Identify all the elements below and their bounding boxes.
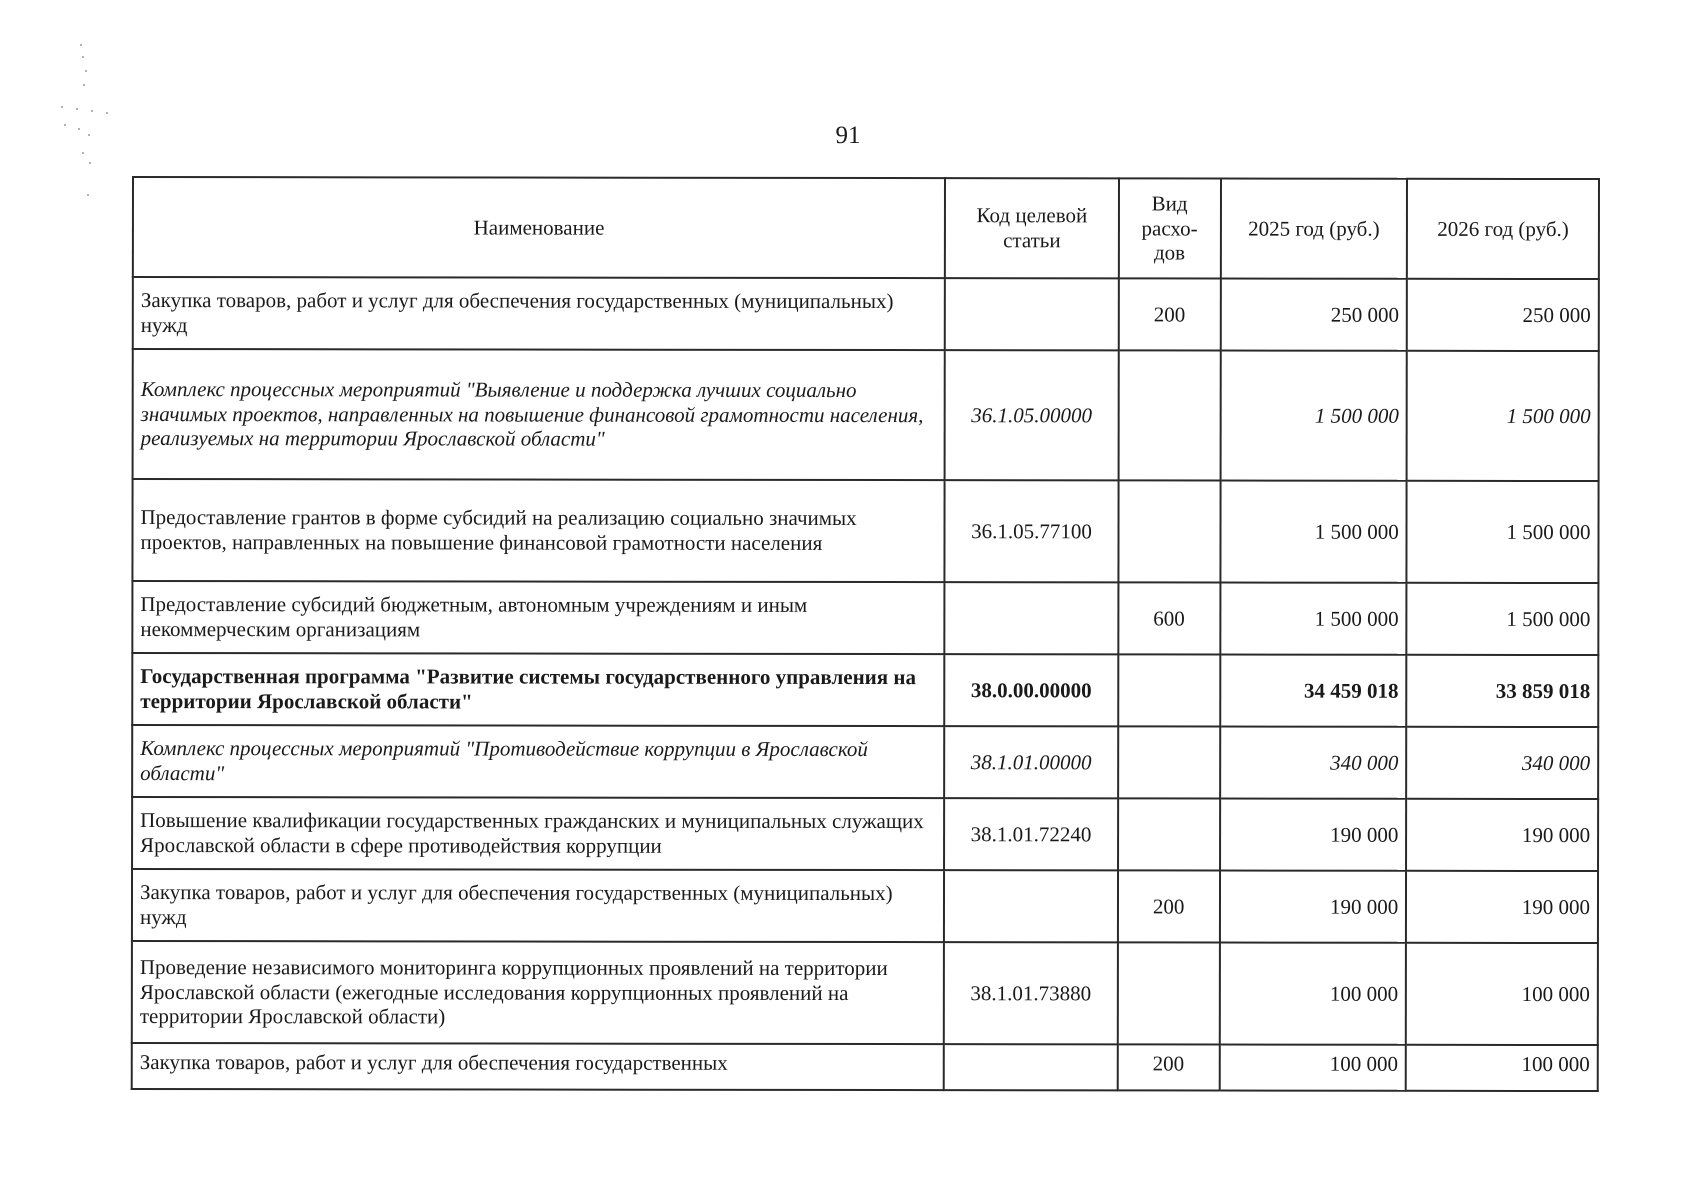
- row-name: Закупка товаров, работ и услуг для обеспечения государственных (муниципальных) нужд: [133, 277, 945, 350]
- row-2026: 100 000: [1406, 1045, 1598, 1091]
- row-2025: 100 000: [1219, 943, 1406, 1045]
- row-code: [945, 582, 1119, 654]
- row-kind: 200: [1117, 1044, 1219, 1090]
- row-name: Государственная программа "Развитие системы государственного управления на территории Ярославской области": [132, 653, 944, 726]
- row-code: [944, 870, 1118, 942]
- row-kind: 200: [1118, 870, 1220, 942]
- row-2025: 340 000: [1220, 727, 1407, 799]
- header-row: [133, 177, 1599, 279]
- table-row: [132, 1043, 1598, 1091]
- row-2025: 1 500 000: [1220, 583, 1407, 655]
- row-2026: 100 000: [1406, 943, 1598, 1045]
- row-kind: [1118, 726, 1220, 798]
- row-kind: 200: [1118, 278, 1220, 350]
- table-row: [133, 277, 1599, 351]
- header-name: Наименование: [133, 177, 945, 278]
- row-2025: 1 500 000: [1220, 351, 1407, 481]
- row-kind: [1118, 654, 1220, 726]
- table-row: [132, 653, 1598, 727]
- table-row: [132, 797, 1598, 871]
- row-kind: [1118, 942, 1220, 1044]
- row-name: Закупка товаров, работ и услуг для обеспечения государственных (муниципальных) нужд: [132, 869, 944, 942]
- row-kind: 600: [1118, 582, 1220, 654]
- row-2026: 190 000: [1406, 871, 1598, 943]
- row-name: Комплекс процессных мероприятий "Противодействие коррупции в Ярославской области": [132, 725, 944, 798]
- row-kind: [1118, 350, 1220, 480]
- row-2026: 250 000: [1407, 279, 1599, 351]
- row-2025: 190 000: [1220, 871, 1407, 943]
- row-code: 38.0.00.00000: [944, 654, 1118, 726]
- header-kind: Вид расхо-дов: [1119, 178, 1221, 278]
- row-code: 38.1.01.72240: [944, 798, 1118, 870]
- table-row: [132, 941, 1598, 1045]
- row-2025: 100 000: [1219, 1045, 1406, 1091]
- row-code: [944, 1044, 1118, 1090]
- row-kind: [1118, 480, 1220, 582]
- row-2026: 340 000: [1406, 727, 1598, 799]
- row-code: 36.1.05.00000: [945, 350, 1119, 480]
- row-name: Предоставление субсидий бюджетным, автономным учреждениям и иным некоммерческим организациям: [132, 581, 944, 654]
- row-name: Повышение квалификации государственных гражданских и муниципальных служащих Ярославской области в сфере противодействия коррупции: [132, 797, 944, 870]
- row-kind: [1118, 798, 1220, 870]
- header-2025: 2025 год (руб.): [1220, 179, 1407, 279]
- table-row: [132, 725, 1598, 799]
- row-code: 38.1.01.73880: [944, 942, 1118, 1044]
- row-2026: 1 500 000: [1407, 351, 1599, 481]
- row-name: Закупка товаров, работ и услуг для обеспечения государственных: [132, 1043, 944, 1090]
- budget-table: [131, 176, 1600, 1092]
- row-2026: 1 500 000: [1407, 481, 1599, 583]
- table-row: [133, 349, 1599, 481]
- header-code: Код целевой статьи: [945, 178, 1119, 278]
- page-number: 91: [835, 122, 861, 149]
- row-2026: 1 500 000: [1407, 583, 1599, 655]
- row-2026: 33 859 018: [1406, 655, 1598, 727]
- row-code: 38.1.01.00000: [944, 726, 1118, 798]
- row-2025: 1 500 000: [1220, 481, 1407, 583]
- table-row: [132, 869, 1598, 943]
- row-code: 36.1.05.77100: [945, 480, 1119, 582]
- table-row: [132, 479, 1598, 583]
- row-2025: 190 000: [1220, 799, 1407, 871]
- row-name: Комплекс процессных мероприятий "Выявление и поддержка лучших социально значимых проектов, направленных на повышение финансовой грамотности населения, реализуемых на территории Ярославской области": [133, 349, 945, 480]
- row-2026: 190 000: [1406, 799, 1598, 871]
- row-name: Предоставление грантов в форме субсидий на реализацию социально значимых проектов, направленных на повышение финансовой грамотности населения: [132, 479, 944, 582]
- row-2025: 250 000: [1220, 279, 1407, 351]
- header-2026: 2026 год (руб.): [1407, 179, 1599, 279]
- row-code: [945, 278, 1119, 350]
- table-row: [132, 581, 1598, 655]
- row-2025: 34 459 018: [1220, 655, 1407, 727]
- row-name: Проведение независимого мониторинга коррупционных проявлений на территории Ярославской области (ежегодные исследования коррупционных проявлений на территории Ярославской области): [132, 941, 944, 1044]
